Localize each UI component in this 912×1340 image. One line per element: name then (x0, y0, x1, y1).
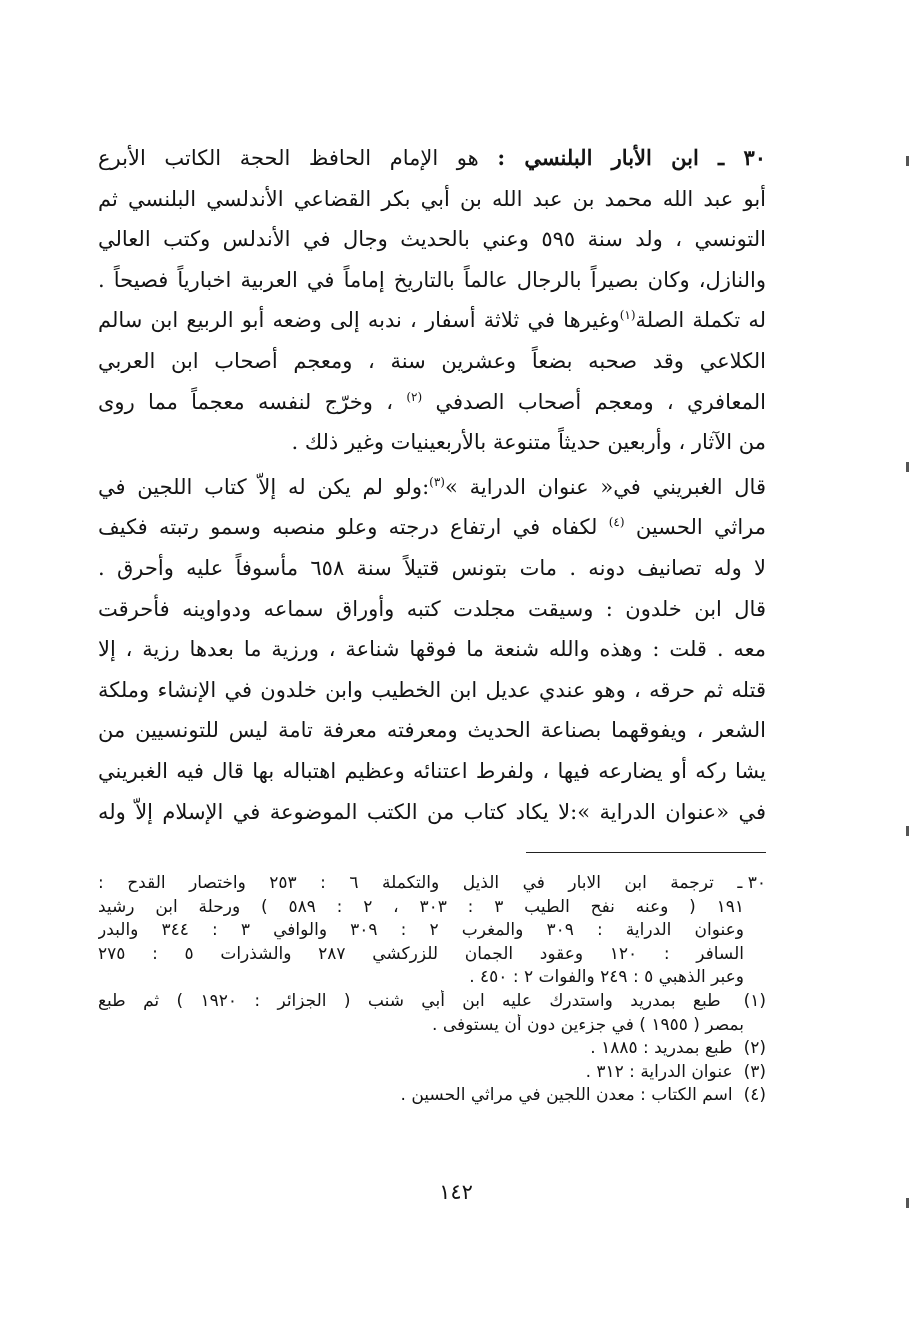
text-segment: له تكملة الصلة (635, 308, 766, 333)
text-segment: مراثي الحسين (624, 515, 766, 540)
text-line: معه . قلت : وهذه والله شنعة ما فوقها شناعة ، ورزية ما بعدها رزية ، إلا (98, 637, 766, 662)
footnotes (98, 872, 766, 1108)
text-line: يشا ركه أو يضارعه فيها ، ولفرط اعتنائه وعظيم اهتباله بها قال فيه الغبريني (98, 758, 766, 783)
footnote-label: (٣) (743, 1061, 766, 1082)
footnote-label: ٣٠ ـ (737, 873, 766, 893)
footnote-line: بمصر ( ١٩٥٥ ) في جزءين دون أن يستوفى . (432, 1014, 744, 1035)
page-number: ١٤٢ (439, 1180, 473, 1204)
scan-edge-mark (906, 462, 909, 472)
footnote-line (98, 990, 766, 1014)
text-segment: هو الإمام الحافظ الحجة الكاتب الأبرع (98, 146, 498, 170)
text-segment: :ولو لم يكن له إلاّ كتاب اللجين في (98, 474, 430, 499)
footnote-ref: (١) (619, 308, 636, 323)
footnote-line (98, 872, 766, 896)
footnote-text: طبع بمدريد : ١٨٨٥ . (590, 1038, 733, 1059)
text-segment: ، وخرّج لنفسه معجماً مما روى (98, 389, 407, 414)
text-line (98, 300, 766, 341)
footnote-separator (526, 852, 766, 853)
footnote-text: اسم الكتاب : معدن اللجين في مراثي الحسين . (400, 1085, 733, 1106)
entry-heading: ٣٠ ـ ابن الأبار البلنسي : (497, 145, 766, 170)
text-line: قال ابن خلدون : وسيقت مجلدت كتبه وأوراق سماعه ودواوينه فأحرقت (98, 596, 766, 621)
text-segment: وغيرها في ثلاثة أسفار ، ندبه إلى وضعه أبو الربيع ابن سالم (98, 308, 620, 333)
text-line: من الآثار ، وأربعين حديثاً متنوعة بالأربعينيات وغير ذلك . (291, 430, 766, 455)
footnote-label: (٤) (743, 1085, 766, 1106)
footnote-line: وعبر الذهبي ٥ : ٢٤٩ والفوات ٢ : ٤٥٠ . (469, 967, 744, 988)
text-line: لا وله تصانيف دونه . مات بتونس قتيلاً سنة ٦٥٨ مأسوفاً عليه وأحرق . (98, 555, 766, 580)
text-line (98, 382, 766, 423)
main-text (98, 138, 766, 832)
footnote-line (98, 1084, 766, 1108)
text-line: في «عنوان الدراية »:لا يكاد كتاب من الكتب الموضوعة في الإسلام إلاّ وله (98, 799, 766, 824)
text-segment: المعافري ، ومعجم أصحاب الصدفي (422, 389, 766, 414)
scan-edge-mark (906, 156, 909, 166)
footnote-label: (١) (743, 990, 766, 1011)
footnote-label: (٢) (743, 1038, 766, 1059)
scan-edge-mark (906, 826, 909, 836)
text-line: الشعر ، ويفوقهما بصناعة الحديث ومعرفته معرفة تامة ليس للتونسيين من (98, 718, 766, 743)
text-line: والنازل، وكان بصيراً بالرجال عالماً بالتاريخ إماماً في العربية اخبارياً فصيحاً . (98, 267, 766, 292)
footnote-text: عنوان الدراية : ٣١٢ . (585, 1061, 733, 1082)
text-line (98, 507, 766, 548)
text-segment: قال الغبريني في« عنوان الدراية » (444, 474, 766, 499)
footnote-text: طبع بمدريد واستدرك عليه ابن أبي شنب ( الجزائر : ١٩٢٠ ) ثم طبع (98, 990, 721, 1011)
scan-edge-mark (906, 1198, 909, 1208)
footnote-line (98, 1037, 766, 1061)
text-segment: لكفاه في ارتفاع درجته وعلو منصبه وسمو رتبته فكيف (98, 515, 609, 540)
text-line (98, 138, 766, 179)
footnote-ref: (٣) (429, 474, 445, 489)
text-line: أبو عبد الله محمد بن عبد الله بن أبي بكر القضاعي الأندلسي البلنسي ثم (98, 186, 766, 211)
footnote-ref: (٤) (608, 515, 625, 530)
footnote-line: السافر : ١٢٠ وعقود الجمان للزركشي ٢٨٧ والشذرات ٥ : ٢٧٥ (98, 943, 744, 964)
text-line: الكلاعي وقد صحبه بضعاً وعشرين سنة ، ومعجم أصحاب ابن العربي (98, 348, 766, 373)
text-line: قتله ثم حرقه ، وهو عندي عديل ابن الخطيب وابن خلدون في الإنشاء وملكة (98, 677, 766, 702)
footnote-line: وعنوان الدراية : ٣٠٩ والمغرب ٢ : ٣٠٩ والوافي ٣ : ٣٤٤ والبدر (98, 920, 744, 941)
text-line: التونسي ، ولد سنة ٥٩٥ وعني بالحديث وجال في الأندلس وكتب العالي (98, 227, 766, 252)
footnote-text: ترجمة ابن الابار في الذيل والتكملة ٦ : ٢٥٣ واختصار القدح : (98, 873, 714, 893)
footnote-line: ١٩١ ( وعنه نفح الطيب ٣ : ٣٠٣ ، ٢ : ٥٨٩ ) ورحلة ابن رشيد (98, 896, 744, 917)
text-line (98, 467, 766, 508)
footnote-ref: (٢) (406, 389, 423, 404)
footnote-line (98, 1061, 766, 1085)
